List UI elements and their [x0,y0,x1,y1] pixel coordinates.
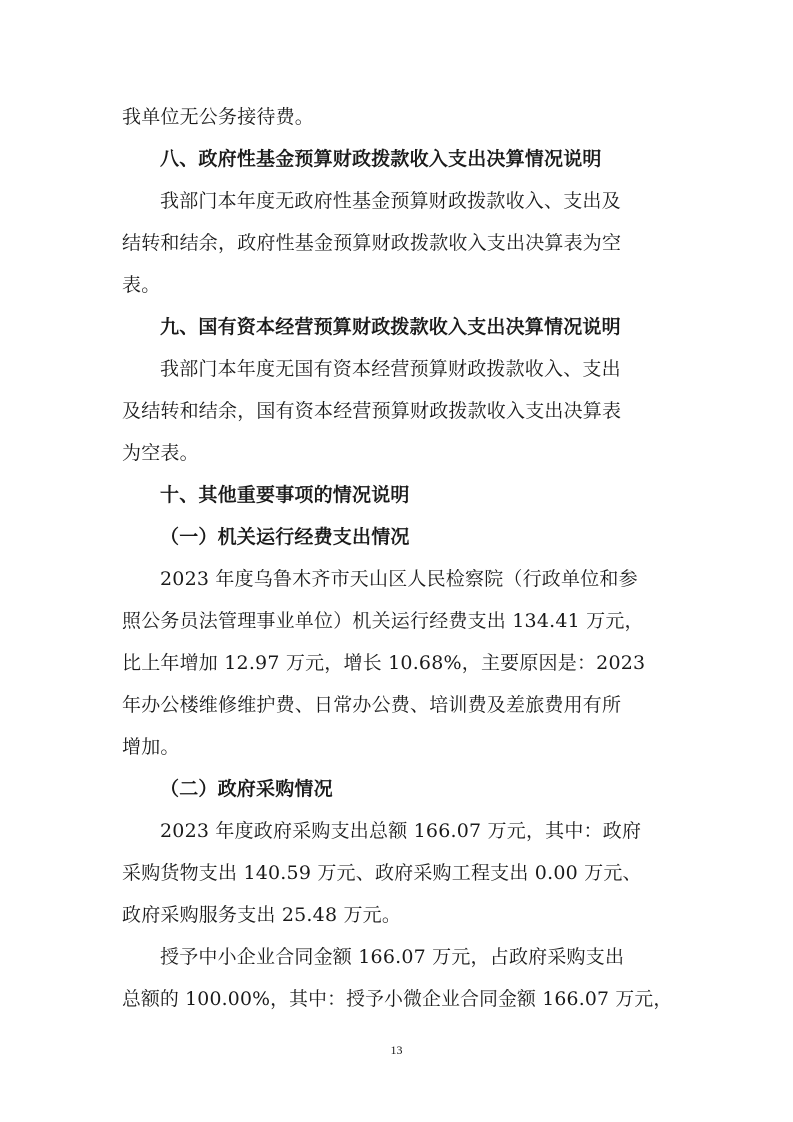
paragraph-line: 我单位无公务接待费。 [122,106,315,128]
paragraph-line: 我部门本年度无国有资本经营预算财政拨款收入、支出 [160,358,621,380]
subsection-heading-2: （二）政府采购情况 [160,778,333,800]
paragraph-line: 2023 年度政府采购支出总额 166.07 万元，其中：政府 [160,820,642,842]
paragraph-line: 授予中小企业合同金额 166.07 万元，占政府采购支出 [160,946,625,968]
paragraph-line: 我部门本年度无政府性基金预算财政拨款收入、支出及 [160,190,621,212]
section-heading-10: 十、其他重要事项的情况说明 [160,484,410,506]
paragraph-line: 及结转和结余，国有资本经营预算财政拨款收入支出决算表 [122,400,622,422]
paragraph-line: 采购货物支出 140.59 万元、政府采购工程支出 0.00 万元、 [122,862,642,884]
paragraph-line: 比上年增加 12.97 万元，增长 10.68%，主要原因是：2023 [122,652,646,674]
paragraph-line: 照公务员法管理事业单位）机关运行经费支出 134.41 万元， [122,610,644,632]
paragraph-line: 为空表。 [122,442,199,464]
paragraph-line: 结转和结余，政府性基金预算财政拨款收入支出决算表为空 [122,232,622,254]
page-number: 13 [390,1043,403,1057]
paragraph-line: 表。 [122,274,161,296]
paragraph-line: 年办公楼维修维护费、日常办公费、培训费及差旅费用有所 [122,694,622,716]
paragraph-line: 总额的 100.00%，其中：授予小微企业合同金额 166.07 万元， [122,988,673,1010]
paragraph-line: 2023 年度乌鲁木齐市天山区人民检察院（行政单位和参 [160,568,638,590]
paragraph-line: 增加。 [122,736,180,758]
section-heading-8: 八、政府性基金预算财政拨款收入支出决算情况说明 [160,148,602,170]
section-heading-9: 九、国有资本经营预算财政拨款收入支出决算情况说明 [160,316,621,338]
subsection-heading-1: （一）机关运行经费支出情况 [160,526,410,548]
paragraph-line: 政府采购服务支出 25.48 万元。 [122,904,402,926]
